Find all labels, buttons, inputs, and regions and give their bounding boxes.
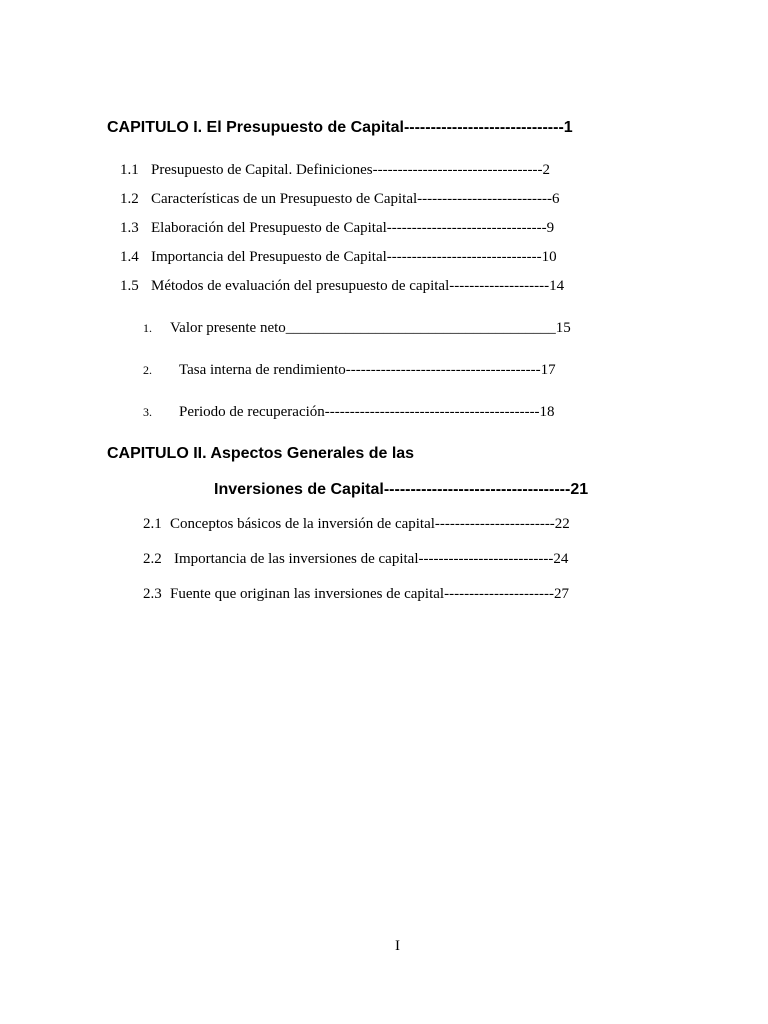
toc-entry-1-3 xyxy=(120,220,554,237)
toc-entry-1-5 xyxy=(120,278,564,295)
subentry-text: Valor presente neto____________________________________15 xyxy=(170,320,571,336)
entry-number: 1.5 xyxy=(120,278,139,294)
entry-text: Presupuesto de Capital. Definiciones----------------------------------2 xyxy=(151,162,550,178)
toc-subentry-2 xyxy=(143,362,556,379)
entry-number: 2.2 xyxy=(143,551,162,567)
subentry-number: 1. xyxy=(143,321,152,335)
toc-entry-1-2 xyxy=(120,191,560,208)
entry-number: 1.3 xyxy=(120,220,139,236)
toc-entry-2-1 xyxy=(143,516,570,533)
toc-entry-1-1 xyxy=(120,162,550,179)
chapter-2-heading: CAPITULO II. Aspectos Generales de las xyxy=(107,445,415,462)
toc-entry-2-3 xyxy=(143,586,569,603)
entry-text: Conceptos básicos de la inversión de capital------------------------22 xyxy=(170,516,570,532)
toc-subentry-3 xyxy=(143,404,555,421)
entry-text: Importancia de las inversiones de capital---------------------------24 xyxy=(174,551,569,567)
subentry-text: Tasa interna de rendimiento---------------------------------------17 xyxy=(179,362,556,378)
entry-text: Fuente que originan las inversiones de capital----------------------27 xyxy=(170,586,569,602)
entry-text: Importancia del Presupuesto de Capital-------------------------------10 xyxy=(151,249,557,265)
chapter-1-heading: CAPITULO I. El Presupuesto de Capital------------------------------1 xyxy=(107,119,573,136)
entry-text: Características de un Presupuesto de Capital---------------------------6 xyxy=(151,191,560,207)
entry-number: 1.2 xyxy=(120,191,139,207)
subentry-number: 2. xyxy=(143,363,152,377)
entry-text: Métodos de evaluación del presupuesto de capital--------------------14 xyxy=(151,278,565,294)
entry-number: 2.3 xyxy=(143,586,162,602)
entry-number: 2.1 xyxy=(143,516,162,532)
toc-entry-2-2 xyxy=(143,551,568,568)
page-number: I xyxy=(395,938,400,954)
subentry-text: Periodo de recuperación-------------------------------------------18 xyxy=(179,404,555,420)
entry-text: Elaboración del Presupuesto de Capital--------------------------------9 xyxy=(151,220,555,236)
entry-number: 1.1 xyxy=(120,162,139,178)
entry-number: 1.4 xyxy=(120,249,139,265)
chapter-2-heading-continuation: Inversiones de Capital-----------------------------------21 xyxy=(214,481,589,498)
toc-subentry-1 xyxy=(143,320,571,337)
toc-entry-1-4 xyxy=(120,249,557,266)
subentry-number: 3. xyxy=(143,405,152,419)
